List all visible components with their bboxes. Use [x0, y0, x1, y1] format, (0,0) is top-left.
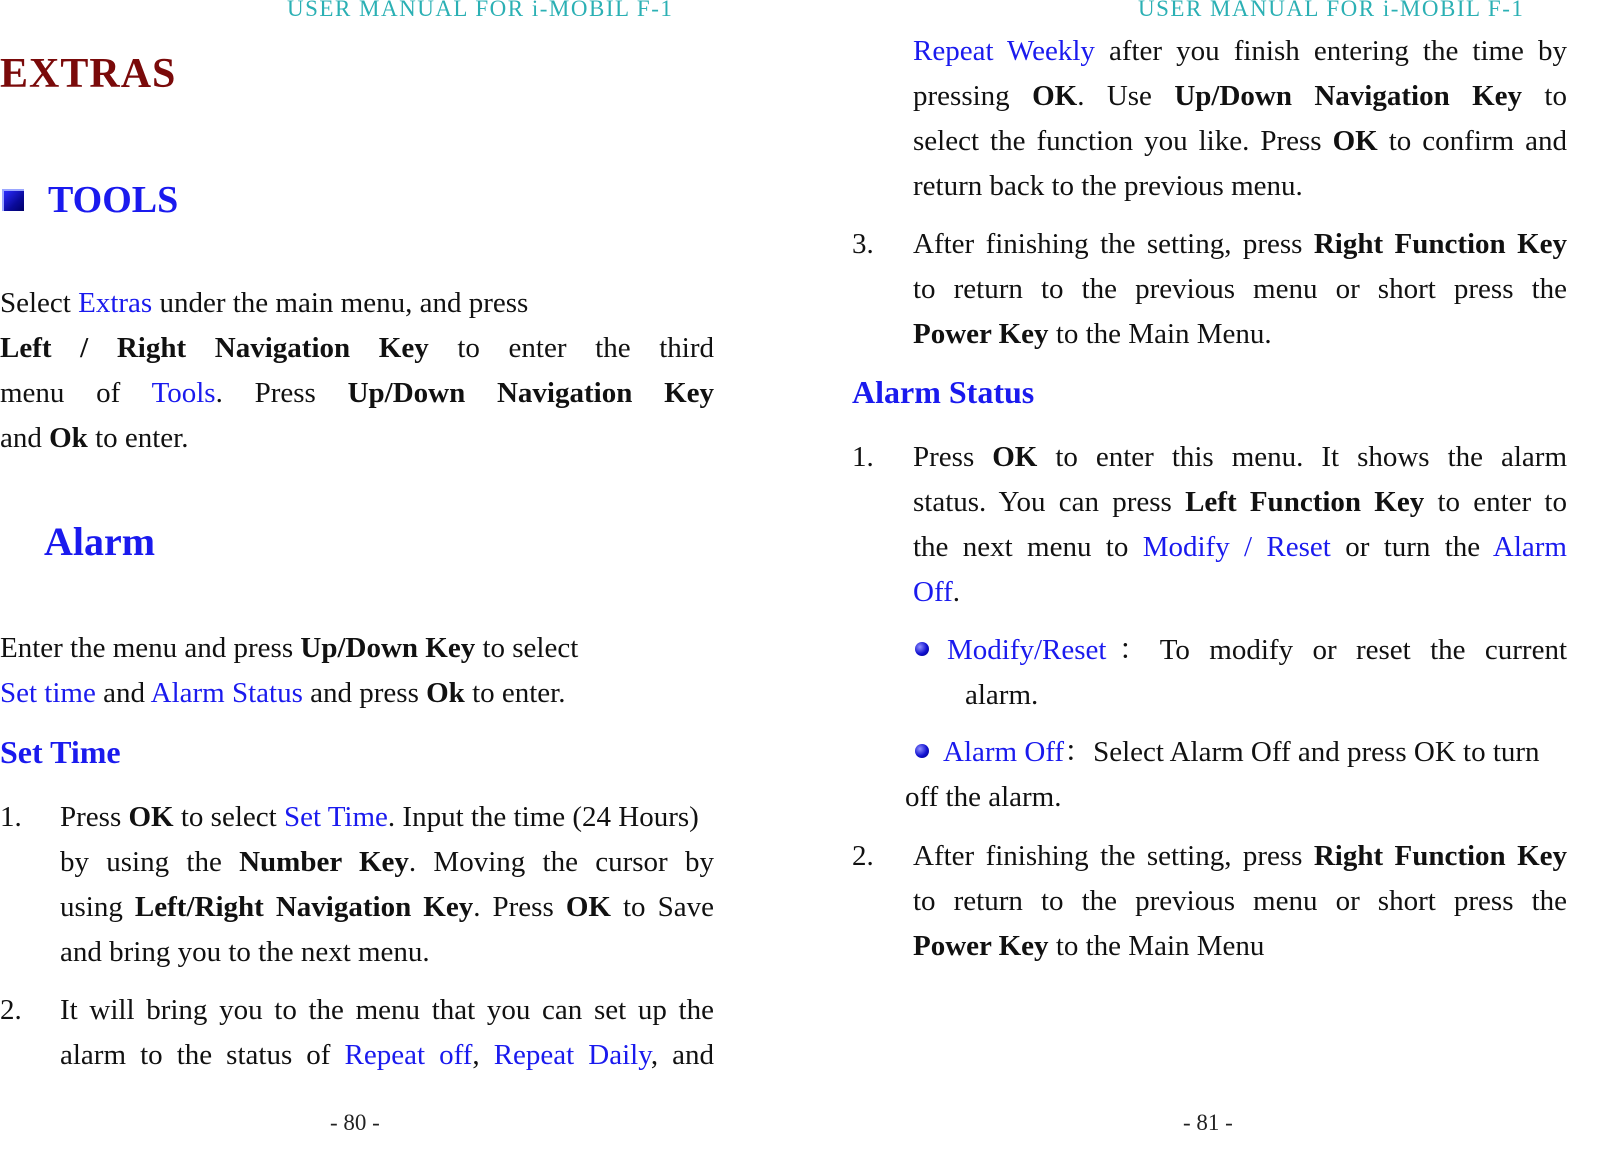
key-name: Right Function Key — [1313, 228, 1567, 260]
key-name: Left/Right Navigation Key — [134, 891, 474, 923]
alarm-intro — [0, 626, 714, 716]
key-name: Left Function Key — [1185, 486, 1425, 518]
text: , and — [650, 1039, 715, 1071]
text: to the Main Menu. — [1048, 318, 1272, 350]
right-page — [840, 0, 1612, 1168]
text: after you finish entering the time by — [1094, 35, 1567, 67]
alarm-off-link: Alarm — [1492, 531, 1567, 563]
key-name: Power Key — [913, 930, 1049, 962]
list-item — [0, 795, 725, 975]
key-name: Up/Down Key — [300, 632, 476, 664]
left-page — [0, 0, 780, 1168]
list-item — [852, 834, 1567, 969]
bullet-item — [915, 628, 1567, 718]
text: to Save — [610, 891, 714, 923]
list-number: 3. — [852, 228, 874, 260]
text: ：Select Alarm Off and press OK to turn — [1064, 736, 1540, 768]
text: select the function you like. Press — [913, 125, 1333, 157]
alarm-status-heading: Alarm Status — [852, 374, 1035, 410]
page-number: - 81 - — [1183, 1110, 1233, 1135]
list-number: 2. — [0, 994, 22, 1026]
bullet-item — [905, 730, 1567, 820]
page-number: - 80 - — [330, 1110, 380, 1135]
text: and — [0, 422, 50, 454]
text: . Press — [215, 377, 348, 409]
tools-heading — [2, 178, 178, 222]
tools-link: Tools — [151, 377, 216, 409]
text: . Press — [473, 891, 566, 923]
key-name: Ok — [426, 677, 465, 709]
text: . Moving the cursor by — [408, 846, 714, 878]
text: to enter to — [1424, 486, 1567, 518]
repeat-off-link: Repeat off — [344, 1039, 473, 1071]
round-bullet-icon — [915, 744, 929, 758]
key-name: OK — [992, 441, 1038, 473]
modify-reset-link: Modify / Reset — [1142, 531, 1331, 563]
text: Select — [0, 287, 79, 319]
key-name: OK — [1032, 80, 1078, 112]
key-name: Ok — [49, 422, 88, 454]
alarm-heading: Alarm — [44, 519, 156, 564]
text: to enter. — [464, 677, 566, 709]
text: using — [60, 891, 135, 923]
text: Press — [913, 441, 993, 473]
text: It will bring you to the menu that you can set up the — [60, 994, 714, 1026]
key-name: OK — [1332, 125, 1378, 157]
text: , — [472, 1039, 494, 1071]
text: ：To modify or reset the current — [1106, 634, 1567, 666]
text: to select — [475, 632, 579, 664]
extras-link: Extras — [78, 287, 153, 319]
text: After finishing the setting, press — [913, 228, 1314, 260]
key-name: OK — [128, 801, 174, 833]
item2-continuation — [913, 29, 1567, 209]
alarm-off-link: Alarm Off — [943, 736, 1065, 768]
set-time-link: Set Time — [283, 801, 388, 833]
text: to confirm and — [1377, 125, 1567, 157]
list-item — [852, 222, 1567, 357]
list-item — [852, 435, 1567, 615]
text: or turn the — [1330, 531, 1493, 563]
text: return back to the previous menu. — [913, 170, 1303, 202]
text: and bring you to the next menu. — [60, 936, 430, 968]
text: to enter. — [87, 422, 189, 454]
key-name: Number Key — [239, 846, 409, 878]
text: After finishing the setting, press — [913, 840, 1314, 872]
alarm-status-link: Alarm Status — [150, 677, 303, 709]
key-name: Up/Down Navigation Key — [347, 377, 715, 409]
square-bullet-icon — [2, 189, 24, 211]
text: to return to the previous menu or short press the — [913, 273, 1567, 305]
text: and press — [302, 677, 427, 709]
text: menu of — [0, 377, 152, 409]
repeat-weekly-link: Repeat Weekly — [913, 35, 1095, 67]
list-item — [0, 988, 725, 1078]
page-header: USER MANUAL FOR i-MOBIL F-1 — [287, 0, 674, 21]
alarm-off-link: Off — [913, 576, 953, 608]
text: . — [952, 576, 960, 608]
text: under the main menu, and press — [152, 287, 529, 319]
text: to enter this menu. It shows the alarm — [1037, 441, 1567, 473]
list-number: 1. — [852, 441, 874, 473]
page-header: USER MANUAL FOR i-MOBIL F-1 — [1138, 0, 1525, 21]
text: to return to the previous menu or short press the — [913, 885, 1567, 917]
text: the next menu to — [913, 531, 1143, 563]
text: alarm to the status of — [60, 1039, 345, 1071]
tools-intro — [0, 281, 714, 461]
key-name: Power Key — [913, 318, 1049, 350]
key-name: OK — [565, 891, 611, 923]
repeat-daily-link: Repeat Daily — [493, 1039, 651, 1071]
set-time-link: Set time — [0, 677, 96, 709]
text: to enter the third — [428, 332, 714, 364]
key-name: Left / Right Navigation Key — [0, 332, 429, 364]
tools-heading-text: TOOLS — [48, 179, 179, 221]
text: to — [1522, 80, 1567, 112]
text: . Input the time (24 Hours) — [387, 801, 699, 833]
set-time-heading: Set Time — [0, 734, 121, 770]
text: status. You can press — [913, 486, 1186, 518]
key-name: Right Function Key — [1313, 840, 1567, 872]
text: to select — [173, 801, 284, 833]
text: by using the — [60, 846, 240, 878]
round-bullet-icon — [915, 642, 929, 656]
key-name: Up/Down Navigation Key — [1174, 80, 1523, 112]
list-number: 2. — [852, 840, 874, 872]
text: off the alarm. — [905, 781, 1062, 813]
section-title: EXTRAS — [0, 51, 177, 97]
text: Enter the menu and press — [0, 632, 301, 664]
list-number: 1. — [0, 801, 22, 833]
text: Press — [60, 801, 129, 833]
text: and — [95, 677, 151, 709]
text: alarm. — [965, 679, 1039, 711]
modify-reset-link: Modify/Reset — [947, 634, 1107, 666]
text: . Use — [1077, 80, 1175, 112]
text: to the Main Menu — [1048, 930, 1265, 962]
text: pressing — [913, 80, 1033, 112]
